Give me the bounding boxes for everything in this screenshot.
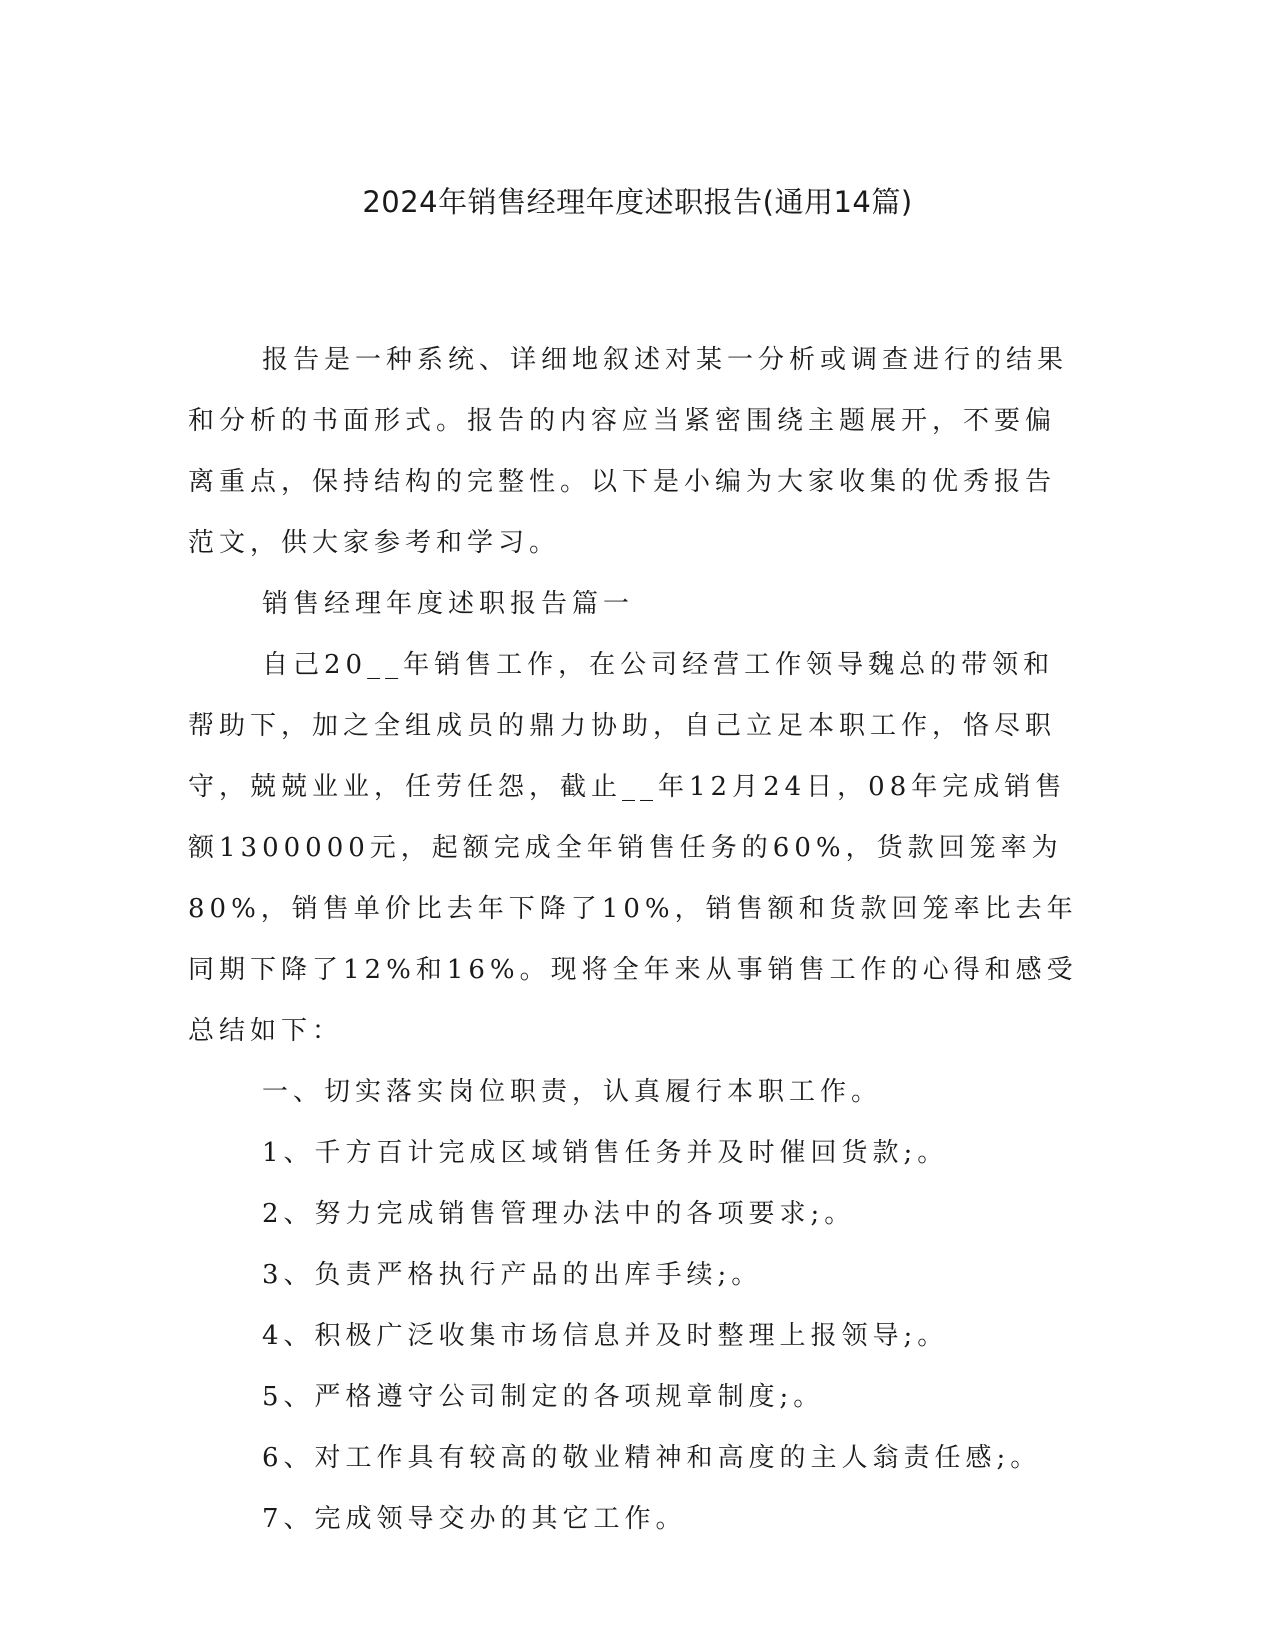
list-item: 7、完成领导交办的其它工作。 [262,1504,687,1534]
document-body [188,330,1080,1550]
list-item: 2、努力完成销售管理办法中的各项要求;。 [262,1199,856,1229]
list-item: 5、严格遵守公司制定的各项规章制度;。 [262,1382,825,1412]
page-title: 2024年销售经理年度述职报告(通用14篇) [362,185,913,219]
subsection-heading: 一、切实落实岗位职责，认真履行本职工作。 [262,1077,883,1107]
list-item: 1、千方百计完成区域销售任务并及时催回货款;。 [262,1138,949,1168]
list-item: 6、对工作具有较高的敬业精神和高度的主人翁责任感;。 [262,1443,1042,1473]
list-item: 4、积极广泛收集市场信息并及时整理上报领导;。 [262,1321,949,1351]
section-heading: 销售经理年度述职报告篇一 [262,589,635,619]
list-item: 3、负责严格执行产品的出库手续;。 [262,1260,763,1290]
intro-paragraph: 报告是一种系统、详细地叙述对某一分析或调查进行的结果和分析的书面形式。报告的内容应当紧密围绕主题展开，不要偏离重点，保持结构的完整性。以下是小编为大家收集的优秀报告范文，供大家参考和学习。 [188,345,1069,558]
summary-paragraph: 自己20__年销售工作，在公司经营工作领导魏总的带领和帮助下，加之全组成员的鼎力协助，自己立足本职工作，恪尽职守，兢兢业业，任劳任怨，截止__年12月24日，08年完成销售额1300000元，起额完成全年销售任务的60%，货款回笼率为80%，销售单价比去年下降了10%，销售额和货款回笼率比去年同期下降了12%和16%。现将全年来从事销售工作的心得和感受总结如下： [188,650,1078,1046]
